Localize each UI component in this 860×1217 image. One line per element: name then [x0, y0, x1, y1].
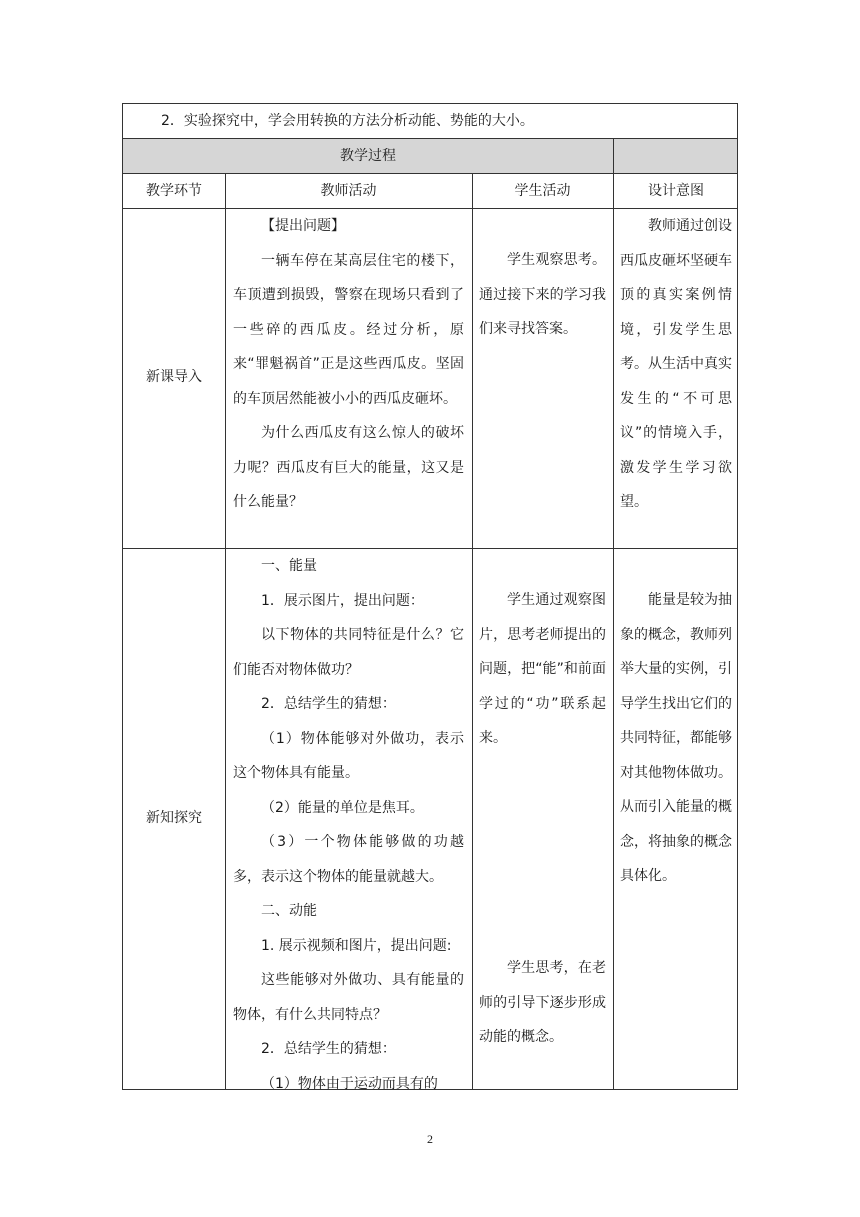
header-teacher: 教师活动 — [320, 183, 377, 199]
lesson-plan-table — [122, 103, 738, 1090]
divider — [225, 174, 226, 209]
header-stage: 教学环节 — [146, 183, 202, 199]
section-intro-row — [123, 209, 737, 549]
divider — [472, 549, 473, 1090]
teacher-activity-cell — [225, 549, 472, 1101]
intent-paragraph: 教师通过创设西瓜皮砸坏坚硬车顶的真实案例情境，引发学生思考。从生活中真实发生的“不可思议”的情境入手，激发学生学习欲望。 — [620, 218, 732, 510]
design-intent-cell — [613, 583, 739, 894]
teacher-paragraph: 【提出问题】 — [261, 218, 345, 234]
process-title: 教学过程 — [340, 148, 396, 164]
student-activity-cell — [472, 951, 613, 1055]
teacher-paragraph: 1. 展示视频和图片，提出问题: — [261, 937, 452, 954]
teacher-paragraph: （2）能量的单位是焦耳。 — [261, 799, 424, 816]
page-number: 2 — [427, 1132, 433, 1146]
teacher-paragraph: 这些能够对外做功、具有能量的物体，有什么共同特点？ — [233, 972, 464, 1023]
student-activity-cell — [472, 583, 613, 756]
teacher-paragraph: 2．总结学生的猜想： — [261, 1041, 396, 1057]
teacher-activity-cell — [225, 209, 472, 520]
divider — [472, 174, 473, 209]
process-header-row — [123, 139, 737, 174]
stage-cell: 新课导入 — [146, 369, 202, 385]
column-header-row — [123, 174, 737, 209]
student-paragraph: 学生观察思考。通过接下来的学习我们来寻找答案。 — [479, 252, 606, 337]
header-student: 学生活动 — [514, 183, 571, 199]
design-intent-cell — [613, 209, 739, 520]
section-explore-row — [123, 549, 737, 1092]
stage-cell: 新知探究 — [146, 810, 202, 826]
divider — [225, 549, 226, 1090]
objective-row: 2．实验探究中，学会用转换的方法分析动能、势能的大小。 — [123, 104, 737, 139]
student-paragraph: 学生思考，在老师的引导下逐步形成动能的概念。 — [479, 960, 606, 1045]
process-divider — [613, 139, 614, 174]
student-paragraph: 学生通过观察图片，思考老师提出的问题，把“能”和前面学过的“功”联系起来。 — [479, 592, 606, 746]
divider — [613, 174, 614, 209]
teacher-paragraph: 二、动能 — [261, 903, 317, 919]
teacher-paragraph: 1．展示图片，提出问题： — [261, 592, 424, 609]
divider — [472, 209, 473, 549]
divider — [225, 209, 226, 549]
student-activity-cell — [472, 243, 613, 347]
teacher-paragraph: （1）物体能够对外做功，表示这个物体具有能量。 — [233, 730, 464, 781]
teacher-paragraph: 一辆车停在某高层住宅的楼下，车顶遭到损毁，警察在现场只看到了一些碎的西瓜皮。经过分析，原来“罪魁祸首”正是这些西瓜皮。坚固的车顶居然能被小小的西瓜皮砸坏。 — [233, 252, 464, 407]
teacher-paragraph: （1）物体由于运动而具有的 — [261, 1075, 438, 1092]
divider — [613, 549, 614, 1090]
divider — [613, 209, 614, 549]
teacher-paragraph: 为什么西瓜皮有这么惊人的破坏力呢？西瓜皮有巨大的能量，这又是什么能量？ — [233, 425, 464, 510]
teacher-paragraph: 一、能量 — [261, 558, 317, 574]
teacher-paragraph: （3）一个物体能够做的功越多，表示这个物体的能量就越大。 — [233, 834, 464, 885]
header-intent: 设计意图 — [648, 183, 704, 199]
teacher-paragraph: 2．总结学生的猜想： — [261, 696, 396, 712]
intent-paragraph: 能量是较为抽象的概念，教师列举大量的实例，引导学生找出它们的共同特征，都能够对其他物体做功。从而引入能量的概念，将抽象的概念具体化。 — [620, 592, 732, 884]
teacher-paragraph: 以下物体的共同特征是什么？它们能否对物体做功？ — [233, 627, 464, 678]
